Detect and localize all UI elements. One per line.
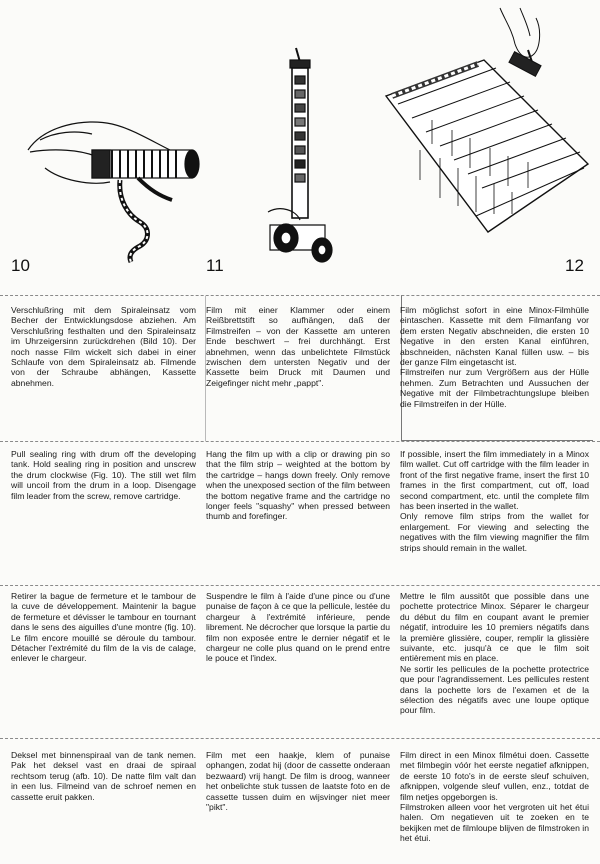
figure-number-11: 11 [206, 256, 224, 275]
illustrations [0, 0, 600, 290]
section-rule [0, 441, 600, 442]
paragraph: Ne sortir les pellicules de la pochette protectrice que pour l'agrandissement. Les pellicules restent dans la pochette lors de l'examen et de la sélection des négatifs avec une loupe optique pour film. [400, 663, 589, 716]
paragraph: Filmstreifen nur zum Vergrößern aus der Hülle nehmen. Zum Betrachten und Aussuchen der Negative mit der Filmbetrachtungslupe bleiben die Filmstreifen in der Hülle. [400, 367, 589, 409]
figure-number-10: 10 [11, 256, 30, 275]
paragraph: Deksel met binnenspiraal van de tank nemen. Pak het deksel vast en draai de spiraal rechtsom terug (afb. 10). De natte film valt dan in een lus. Filmeind van de schroef nemen en cassette eruit pakken. [11, 750, 196, 802]
figure-11-hanging-film-illustration [268, 48, 332, 262]
figure-10-drum-illustration [28, 122, 199, 262]
paragraph: Suspendre le film à l'aide d'une pince ou d'une punaise de façon à ce que la pellicule, lestée du chargeur à l'extrémité inférieure, pende librement. Ne décrocher que lorsque la partie du film non exposée entre le dernier négatif et le chargeur ne colle plus quand on le prend entre le pouce et l'index. [206, 591, 390, 664]
section-rule [0, 585, 600, 586]
dutch-column-3 [400, 750, 589, 844]
paragraph: Film direct in een Minox filmétui doen. Cassette met filmbegin vóór het eerste negatief afknippen, de eerste 10 foto's in de eerste sleuf schuiven, afknippen, volgende sleuf vullen, enz., totdat de film netjes opgeborgen is. [400, 750, 589, 802]
section-rule [0, 295, 600, 296]
paragraph: Only remove film strips from the wallet for enlargement. For viewing and selecting the negatives with the film viewing magnifier the film strips should remain in the wallet. [400, 511, 589, 553]
paragraph: Retirer la bague de fermeture et le tambour de la cuve de développement. Maintenir la bague de fermeture et dévisser le tambour en tournant dans le sens des aiguilles d'une montre (fig. 10). Le film encore mouillé se déroule du tambour. Détacher l'extrémité du film de la vis de calage, enlever le chargeur. [11, 591, 196, 664]
section-rule [0, 738, 600, 739]
paragraph: Film möglichst sofort in eine Minox-Filmhülle eintaschen. Kassette mit dem Filmanfang vor dem ersten Negativ abschneiden, die ersten 10 Negative in den ersten Kanal einführen, abschneiden, nächsten Kanal füllen usw. – bis der ganze Film eingetascht ist. [400, 305, 589, 368]
paragraph: Film met een haakje, klem of punaise ophangen, zodat hij (door de cassette onderaan bezwaard) vrij hangt. De film is droog, wanneer het onbelichte stuk tussen de laatste foto en de cassette tussen duim en wijsvinger niet meer "pikt". [206, 750, 390, 813]
paragraph: If possible, insert the film immediately in a Minox film wallet. Cut off cartridge with the film leader in front of the first negative frame, insert the first 10 frames in the first compartment, cut off, load second compartment, etc. until the complete film has been inserted in the wallet. [400, 449, 589, 512]
dutch-column-2 [206, 750, 390, 812]
german-column-3 [400, 305, 589, 409]
paragraph: Film mit einer Klammer oder einem Reißbrettstift so aufhängen, daß der Filmstreifen – von der Kassette am unteren Ende beschwert – frei durchhängt. Erst abnehmen, wenn das unbelichtete Filmstück zwischen dem untersten Negativ und der Kassette beim Druck mit Daumen und Zeigefinger nicht mehr „pappt". [206, 305, 390, 388]
english-column-1 [11, 449, 196, 501]
paragraph: Mettre le film aussitôt que possible dans une pochette protectrice Minox. Séparer le chargeur du début du film en coupant avant le premier négatif, introduire les 10 premiers négatifs dans la première glissière, couper, remplir la glissière suivante, etc. jusqu'à ce que le film soit entièrement mis en place. [400, 591, 589, 664]
paragraph: Verschlußring mit dem Spiraleinsatz vom Becher der Entwicklungsdose abziehen. Am Verschlußring festhalten und den Spiraleinsatz im Uhrzeigersinn zurückdrehen (Bild 10). Der noch nasse Film wickelt sich dabei in einer Schlaufe von dem Spiraleinsatz ab. Filmende von der Schraube abhängen, Kassette abnehmen. [11, 305, 196, 388]
figure-12-film-wallet-illustration [386, 8, 588, 232]
german-column-2 [206, 305, 390, 388]
dutch-column-1 [11, 750, 196, 802]
english-column-2 [206, 449, 390, 522]
figure-number-12: 12 [565, 256, 584, 275]
french-column-2 [206, 591, 390, 664]
paragraph: Filmstroken alleen voor het vergroten uit het étui halen. Om negatieven uit te zoeken en te bekijken met de filmloupe blijven de filmstroken in het étui. [400, 802, 589, 844]
french-column-3 [400, 591, 589, 716]
paragraph: Hang the film up with a clip or drawing pin so that the film strip – weighted at the bottom by the cartridge – hangs down freely. Only remove when the unexposed section of the film between the bottom negative frame and the cartridge no longer feels "squashy" when pressed between thumb and forefinger. [206, 449, 390, 522]
german-column-1 [11, 305, 196, 388]
french-column-1 [11, 591, 196, 664]
english-column-3 [400, 449, 589, 553]
paragraph: Pull sealing ring with drum off the developing tank. Hold sealing ring in position and unscrew the drum clockwise (Fig. 10). The still wet film will uncoil from the drum in a loop. Disengage film leader from the screw, remove cartridge. [11, 449, 196, 501]
